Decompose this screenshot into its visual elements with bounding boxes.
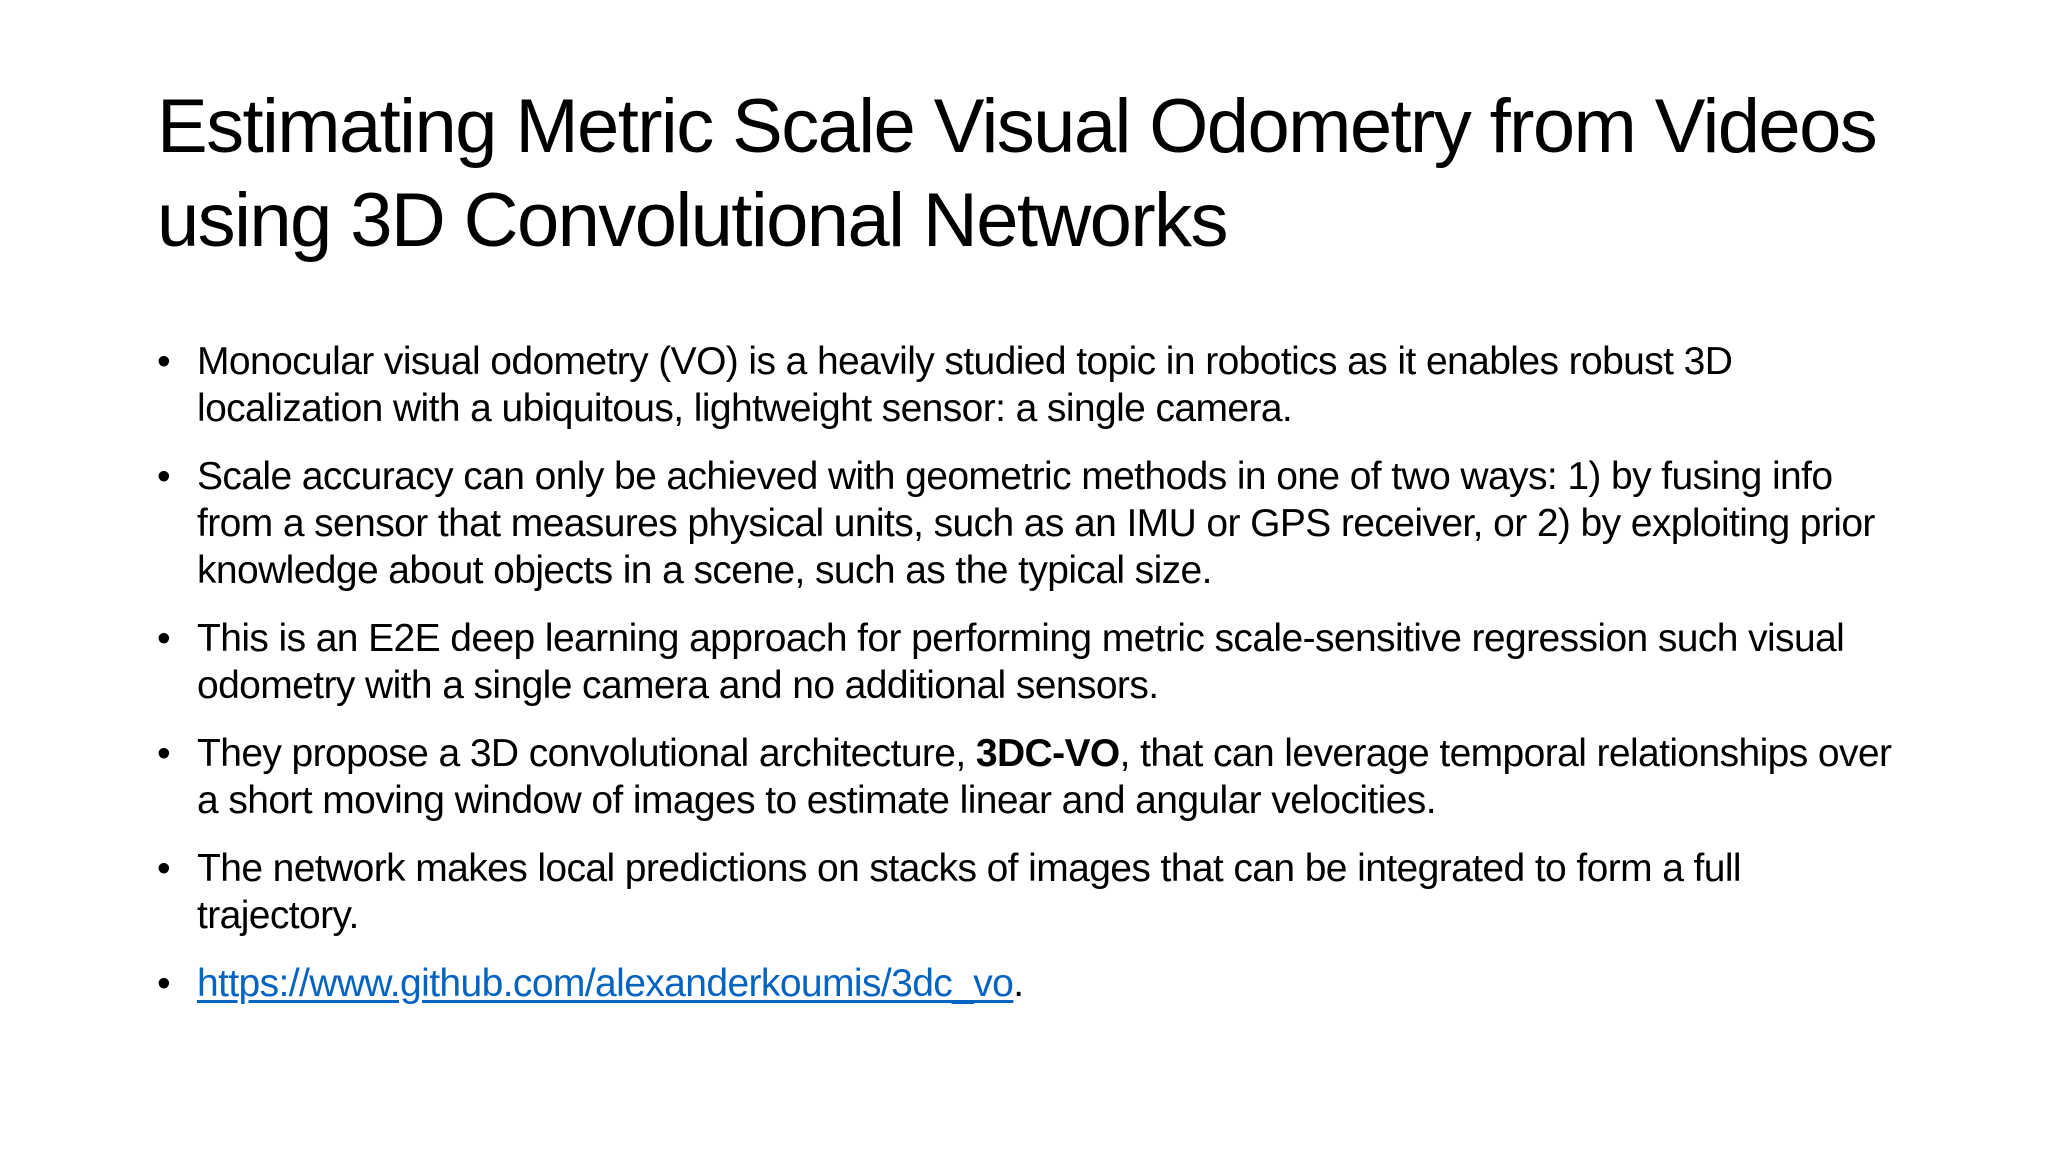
bullet-item — [157, 338, 1897, 432]
bullet-item — [157, 960, 1897, 1007]
bullet-text-before: They propose a 3D convolutional architecture, — [197, 732, 976, 775]
bullet-text: The network makes local predictions on stacks of images that can be integrated to form a full trajectory. — [197, 847, 1742, 937]
bullet-text-after: , that can leverage temporal relationships over a short moving window of images to estimate linear and angular velocities. — [197, 732, 1892, 822]
bullet-marker: • — [157, 340, 171, 383]
bullet-marker: • — [157, 962, 171, 1005]
bullet-marker: • — [157, 617, 171, 660]
bullet-text: Monocular visual odometry (VO) is a heavily studied topic in robotics as it enables robust 3D localization with a ubiquitous, lightweight sensor: a single camera. — [197, 340, 1733, 430]
bullet-marker: • — [157, 847, 171, 890]
link-period: . — [1013, 962, 1024, 1005]
bullet-text: Scale accuracy can only be achieved with geometric methods in one of two ways: 1) by fusing info from a sensor that measures physical units, such as an IMU or GPS receiver, or 2) by exploiting prior knowledge about objects in a scene, such as the typical size. — [197, 455, 1875, 592]
bullet-marker: • — [157, 455, 171, 498]
bullet-marker: • — [157, 732, 171, 775]
bullet-item — [157, 730, 1897, 824]
github-link[interactable]: https://www.github.com/alexanderkoumis/3dc_vo — [197, 962, 1014, 1005]
bullet-text: This is an E2E deep learning approach for performing metric scale-sensitive regression such visual odometry with a single camera and no additional sensors. — [197, 617, 1845, 707]
bullet-list — [157, 338, 1897, 1028]
bullet-item — [157, 845, 1897, 939]
bullet-item — [157, 453, 1897, 594]
slide-title: Estimating Metric Scale Visual Odometry from Videos using 3D Convolutional Networks — [157, 84, 1877, 263]
bullet-item — [157, 615, 1897, 709]
architecture-name: 3DC-VO — [975, 732, 1120, 775]
